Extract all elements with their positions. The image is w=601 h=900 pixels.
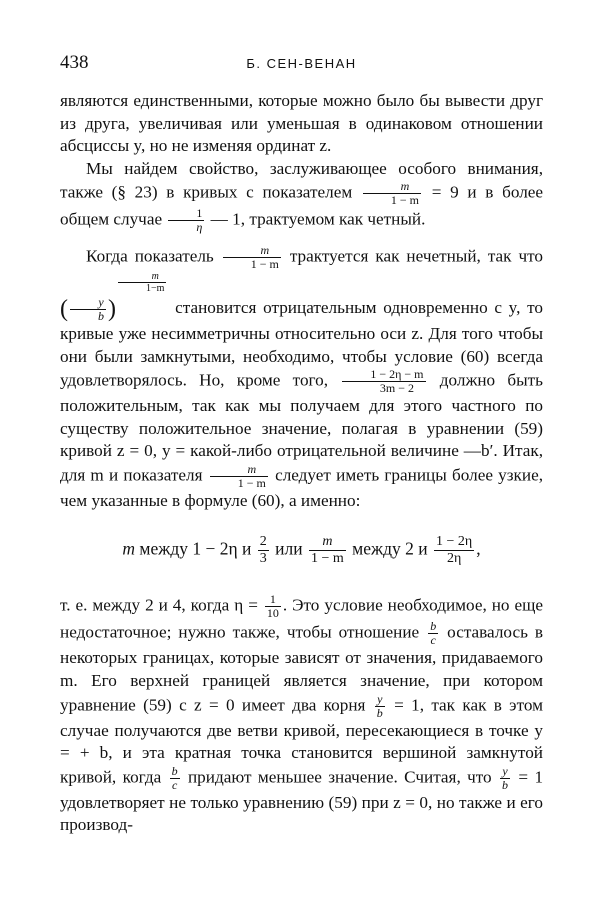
p3-text-1: Когда показатель — [86, 246, 214, 266]
page-number: 438 — [60, 52, 89, 73]
p3-fraction-condition: $\frac{1 - 2\eta - m}{3m - 2}$ — [342, 368, 425, 395]
paragraph-3 — [60, 244, 543, 512]
p4-fraction-b-c: $\frac{b}{c}$ — [430, 619, 437, 648]
running-title: Б. СЕН-ВЕНАН — [246, 56, 357, 71]
p4-text-4: = 1, так как в этом случае получаются две ветви кривой, пересекающиеся в точке y = + b, и эта кратная точка становится вершиной замкнутой кривой, когда — [60, 695, 543, 787]
p3-text-3: становится отрицательным одновременно с y, то кривые уже несимметричны относительно оси z. Для того чтобы они были замкнутыми, необходимо, чтобы условие (60) всегда удовлетворялось. Но, кроме того, — [60, 298, 544, 390]
page-header — [60, 52, 543, 76]
p3-text-2: трактуется как нечетный, так что — [289, 246, 544, 266]
display-formula: m между 1 − 2η и $\frac{2}{3}$ или $\frac{m}{1 - m}$ между 2 и $\frac{1 - 2\eta}{2\eta}$ , — [122, 534, 481, 567]
p3-text-5: следует иметь границы более узкие, чем указанные в формуле (60), а именно: — [60, 465, 544, 510]
paragraph-1: являются единственными, которые можно было бы вывести друг из друга, увеличивая или уменьшая в одинаковом отношении абсциссы y, но не изменяя ординат z. — [60, 91, 543, 156]
p3-fraction-exponent: $\frac{m}{1 - m}$ — [223, 244, 281, 271]
paragraph-2 — [60, 158, 543, 235]
p4-fraction-y-b: $\frac{y}{b}$ — [376, 691, 383, 720]
p3-fraction-exponent-2: $\frac{m}{1 - m}$ — [210, 463, 268, 490]
p4-fraction-1: $\frac{1}{10}$ — [266, 592, 279, 621]
p3-power-expression: ( $\frac{y}{b}$ ) $\frac{m}{1-m}$ — [60, 271, 165, 323]
p2-fraction-exponent: $\frac{m}{1 - m}$ — [363, 180, 421, 207]
p4-text-6: = 1 удовлетворяет не только уравнению (59) при z = 0, но также и его производ- — [60, 767, 544, 835]
p2-text-2: = 9 и в более общем случае — [60, 182, 544, 229]
p4-fraction-b-c-2: $\frac{b}{c}$ — [171, 763, 178, 792]
p2-text-1: Мы найдем свойство, заслуживающее особого внимания, также (§ 23) в кривых с показателем — [60, 158, 543, 202]
p4-text-3: оставалось в некоторых границах, которые зависят от значения, придаваемого m. Его верхней границей является значение, при котором уравнение (59) с z = 0 имеет два корня — [60, 622, 544, 715]
p4-text-5: придают меньшее значение. Считая, что — [187, 767, 492, 787]
p4-text-1: т. е. между 2 и 4, когда η = — [60, 595, 258, 615]
p4-text-2: . Это условие необходимое, но еще недостаточное; нужно также, чтобы отношение — [60, 595, 543, 642]
p2-fraction-eta: $\frac{1}{\eta}$ — [168, 207, 204, 234]
p4-fraction-y-b-2: $\frac{y}{b}$ — [502, 763, 509, 792]
p2-text-3: — 1, трактуемом как четный. — [210, 209, 426, 229]
paragraph-4 — [60, 593, 543, 837]
p3-text-4: должно быть положительным, так как мы получаем для этого частного по существу положительное значение, полагая в уравнении (59) кривой z = 0, y = какой-либо отрицательной величине —b′. Итак, для m и показателя — [60, 370, 544, 485]
page-body — [60, 90, 543, 837]
